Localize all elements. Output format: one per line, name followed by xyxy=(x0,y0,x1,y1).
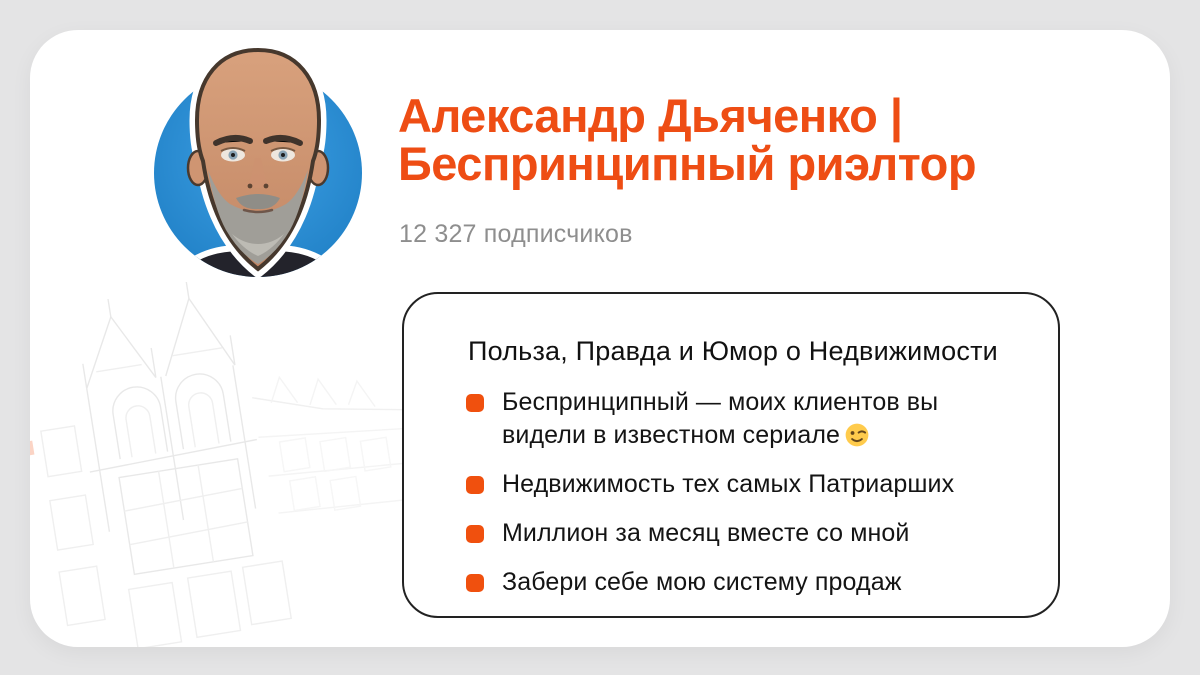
channel-title xyxy=(398,89,977,190)
list-item xyxy=(466,566,1028,599)
list-item-text: Беспринципный — моих клиентов вы видели в известном сериале xyxy=(502,388,939,449)
channel-title-line2: Беспринципный риэлтор xyxy=(398,137,977,190)
bullet-square-icon xyxy=(466,574,484,592)
bullet-square-icon xyxy=(466,476,484,494)
bullet-square-icon xyxy=(466,394,484,412)
list-item xyxy=(466,517,1028,550)
profile-card xyxy=(30,30,1170,647)
channel-title-line1: Александр Дьяченко | xyxy=(398,89,903,142)
avatar[interactable] xyxy=(148,38,368,280)
list-item xyxy=(466,386,1028,452)
man-portrait-icon xyxy=(148,38,368,280)
wink-emoji-icon xyxy=(844,422,870,448)
list-item xyxy=(466,468,1028,501)
feature-list xyxy=(466,386,1028,615)
subscriber-count: 12 327 подписчиков xyxy=(399,220,633,248)
description-title: Польза, Правда и Юмор о Недвижимости xyxy=(468,336,998,366)
list-item-text: Недвижимость тех самых Патриарших xyxy=(502,470,955,498)
building-sketch-image xyxy=(30,282,440,647)
bullet-square-icon xyxy=(466,525,484,543)
list-item-text: Миллион за месяц вместе со мной xyxy=(502,519,910,547)
description-card xyxy=(402,292,1060,618)
list-item-text: Забери себе мою систему продаж xyxy=(502,568,902,596)
